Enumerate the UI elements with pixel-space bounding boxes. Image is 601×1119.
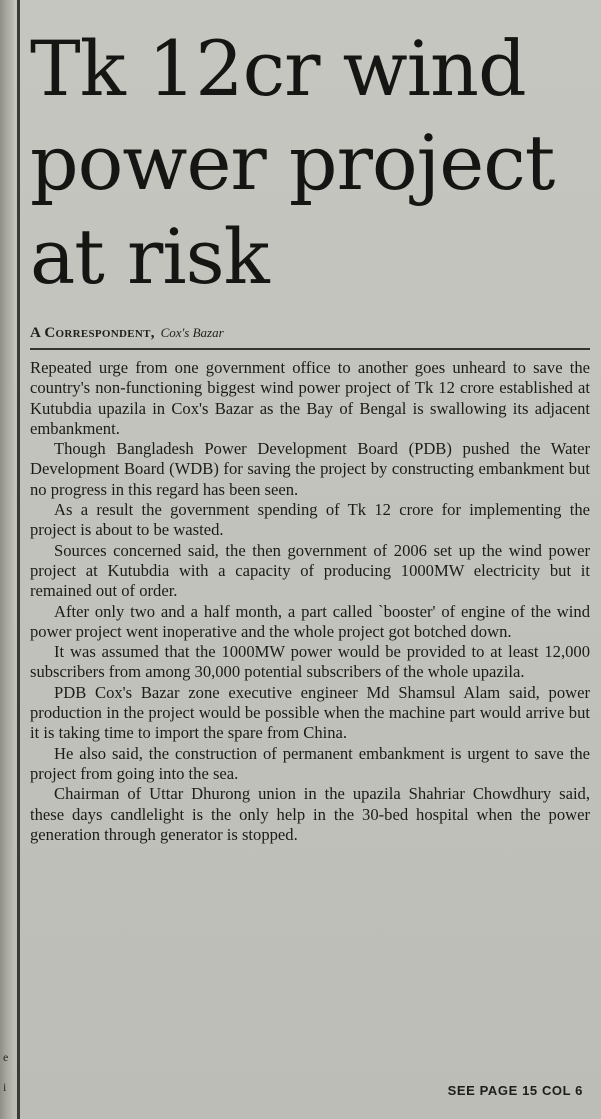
adjacent-column-edge xyxy=(0,0,14,1119)
paragraph: PDB Cox's Bazar zone executive engineer Md Shamsul Alam said, power production in the project would be possible when the machine part would arrive but it is taking time to import the spare from China. xyxy=(30,682,590,743)
headline: Tk 12cr wind power project at risk xyxy=(30,24,555,301)
paragraph: As a result the government spending of Tk 12 crore for implementing the project is about to be wasted. xyxy=(30,500,590,540)
continued-on-page-label: SEE PAGE 15 COL 6 xyxy=(447,1083,583,1098)
byline-location: Cox's Bazar xyxy=(160,325,224,340)
paragraph: It was assumed that the 1000MW power would be provided to at least 12,000 subscribers from among 30,000 potential subscribers of the whole upazila. xyxy=(30,642,590,682)
news-article xyxy=(30,22,590,845)
column-rule xyxy=(17,0,20,1119)
paragraph: Though Bangladesh Power Development Board (PDB) pushed the Water Development Board (WDB) for saving the project by constructing embankment but no progress in this regard has been seen. xyxy=(30,439,590,499)
byline-divider xyxy=(30,348,590,350)
paragraph: After only two and a half month, a part called `booster' of engine of the wind power project went inoperative and the whole project got botched down. xyxy=(30,601,590,641)
article-body xyxy=(30,358,590,845)
paragraph: Chairman of Uttar Dhurong union in the upazila Shahriar Chowdhury said, these days candlelight is the only help in the 30-bed hospital when the power generation through generator is stopped. xyxy=(30,784,590,844)
paragraph: He also said, the construction of permanent embankment is urgent to save the project from going into the sea. xyxy=(30,743,590,783)
margin-mark: i xyxy=(3,1080,7,1094)
byline-author: A Correspondent, xyxy=(30,325,155,341)
margin-mark: e xyxy=(3,1050,9,1064)
paragraph: Repeated urge from one government office to another goes unheard to save the country's non-functioning biggest wind power project of Tk 12 crore established at Kutubdia upazila in Cox's Bazar as the Bay of Bengal is swallowing its adjacent embankment. xyxy=(30,358,590,438)
paragraph: Sources concerned said, the then government of 2006 set up the wind power project at Kutubdia with a capacity of producing 1000MW electricity but it remained out of order. xyxy=(30,540,590,601)
byline xyxy=(30,324,590,342)
